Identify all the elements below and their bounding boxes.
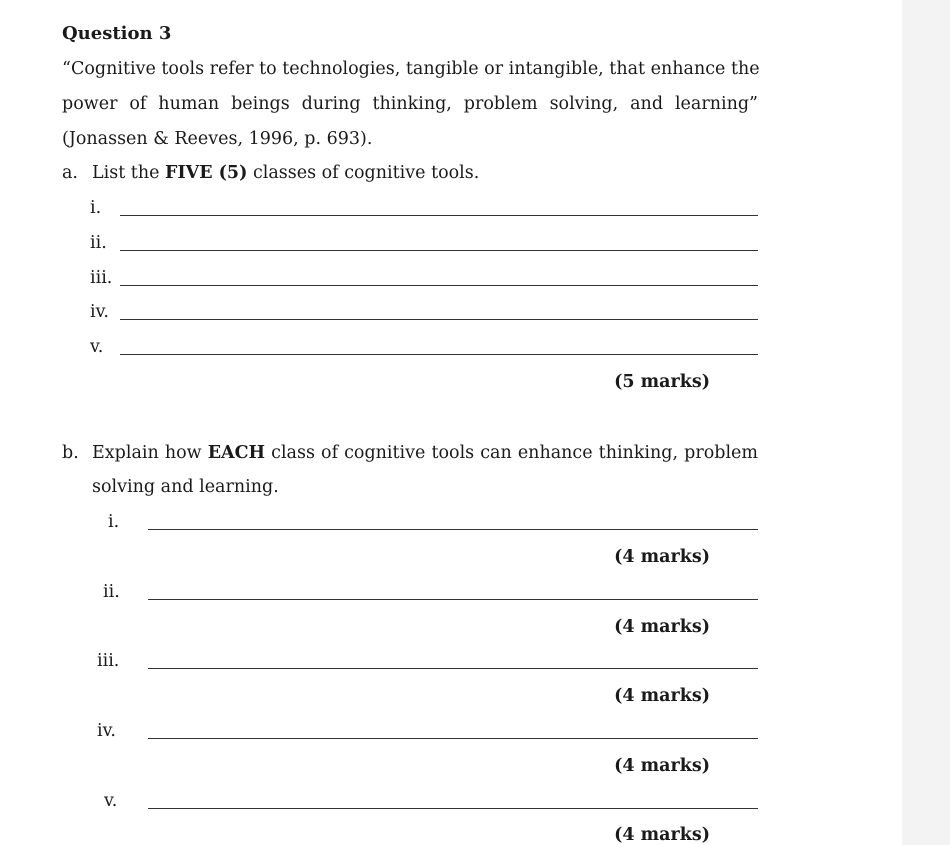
side-panel (902, 0, 950, 845)
part-b-marks: (4 marks) (614, 825, 710, 845)
part-b-item-label: iii. (97, 651, 120, 671)
answer-line[interactable] (120, 250, 758, 251)
quote-line-2: power of human beings during thinking, problem solving, and learning” (62, 94, 758, 114)
answer-line[interactable] (120, 319, 758, 320)
part-a-item-label: ii. (90, 233, 107, 253)
part-b-item-label: ii. (103, 582, 120, 602)
part-a-text-after: classes of cognitive tools. (247, 163, 480, 183)
part-b-text-before: Explain how (92, 443, 208, 463)
part-b-text-bold: EACH (207, 443, 266, 463)
part-b-item-label: i. (108, 512, 120, 532)
part-b-question-line-2: solving and learning. (92, 477, 279, 497)
part-a-question (92, 163, 479, 183)
part-a-item-label: i. (90, 198, 102, 218)
part-b-marks: (4 marks) (614, 617, 710, 637)
part-a-item-label: v. (90, 337, 104, 357)
part-a-label: a. (62, 163, 78, 183)
answer-line[interactable] (148, 529, 758, 530)
part-b-marks: (4 marks) (614, 686, 710, 706)
part-a-item-label: iii. (90, 268, 113, 288)
quote-line-1: “Cognitive tools refer to technologies, tangible or intangible, that enhance the (62, 59, 760, 79)
answer-line[interactable] (120, 354, 758, 355)
quote-line-3: (Jonassen & Reeves, 1996, p. 693). (62, 129, 373, 149)
part-a-text-before: List the (92, 163, 166, 183)
part-a-item-label: iv. (90, 302, 109, 322)
part-b-text-after: class of cognitive tools can enhance thinking, problem (265, 443, 758, 463)
part-b-label: b. (62, 443, 79, 463)
question-title: Question 3 (62, 23, 172, 44)
answer-line[interactable] (148, 808, 758, 809)
answer-line[interactable] (120, 215, 758, 216)
part-b-marks: (4 marks) (614, 547, 710, 567)
part-a-marks: (5 marks) (614, 372, 710, 392)
answer-line[interactable] (148, 599, 758, 600)
part-b-marks: (4 marks) (614, 756, 710, 776)
answer-line[interactable] (148, 738, 758, 739)
part-a-text-bold: FIVE (5) (165, 163, 248, 183)
part-b-item-label: iv. (97, 721, 116, 741)
part-b-item-label: v. (104, 791, 118, 811)
part-b-question-line-1 (92, 443, 758, 463)
answer-line[interactable] (120, 285, 758, 286)
answer-line[interactable] (148, 668, 758, 669)
